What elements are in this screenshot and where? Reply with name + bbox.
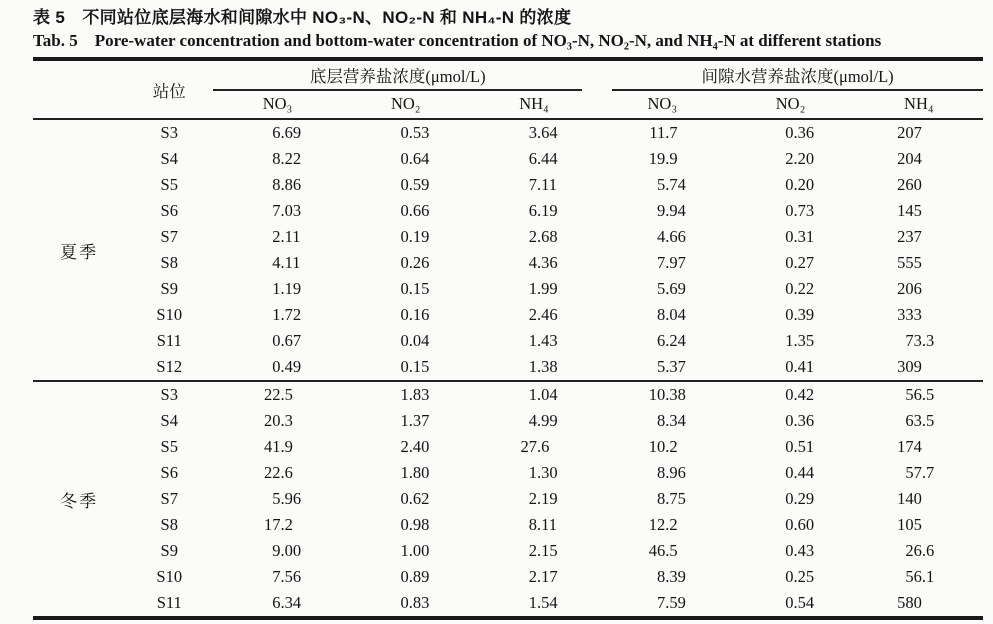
value-cell: 2.68 xyxy=(528,227,558,246)
table-row xyxy=(33,381,983,408)
value-cell: 6.69 xyxy=(272,123,302,142)
value-cell: 63.5 xyxy=(905,411,935,430)
value-cell: 2.20 xyxy=(785,149,815,168)
station-cell: S8 xyxy=(160,253,178,272)
nutrient-concentration-table xyxy=(33,57,983,620)
table-row xyxy=(33,302,983,328)
value-cell: 0.19 xyxy=(400,227,430,246)
value-cell: 174 xyxy=(897,437,922,456)
value-cell: 8.22 xyxy=(272,149,302,168)
station-cell: S11 xyxy=(156,331,182,350)
value-cell: 2.15 xyxy=(528,541,558,560)
value-cell: 0.15 xyxy=(400,357,430,376)
value-cell: 7.03 xyxy=(272,201,302,220)
value-cell: 0.41 xyxy=(785,357,815,376)
value-cell: 0.73 xyxy=(785,201,815,220)
value-cell: 4.11 xyxy=(272,253,301,272)
station-cell: S7 xyxy=(160,227,178,246)
value-cell: 6.34 xyxy=(272,593,302,612)
group-header-row xyxy=(33,59,983,90)
pore-water-group-label: 间隙水营养盐浓度(μmol/L) xyxy=(612,60,983,91)
value-cell: 206 xyxy=(897,279,922,298)
station-cell: S10 xyxy=(156,567,183,586)
value-cell: 580 xyxy=(897,593,922,612)
value-cell: 56.5 xyxy=(855,381,983,408)
season-label: 冬季 xyxy=(33,381,125,618)
table-header xyxy=(33,59,983,119)
value-cell: 0.66 xyxy=(400,201,430,220)
value-cell: 0.83 xyxy=(400,593,430,612)
value-cell: 0.49 xyxy=(272,357,302,376)
station-column-header: 站位 xyxy=(125,59,213,119)
station-cell: S3 xyxy=(125,381,213,408)
value-cell: 7.97 xyxy=(657,253,686,272)
value-cell: 1.04 xyxy=(470,381,598,408)
table-row xyxy=(33,460,983,486)
value-cell: 1.80 xyxy=(400,463,430,482)
value-cell: 6.24 xyxy=(657,331,686,350)
value-cell: 41.9 xyxy=(263,437,293,456)
pore-water-group-header xyxy=(598,59,983,90)
table-row xyxy=(33,538,983,564)
table-row xyxy=(33,172,983,198)
value-cell: 0.36 xyxy=(785,411,815,430)
value-cell: 7.56 xyxy=(272,567,302,586)
station-cell: S4 xyxy=(160,411,178,430)
value-cell: 207 xyxy=(897,123,922,142)
station-cell: S11 xyxy=(156,593,182,612)
station-cell: S9 xyxy=(160,279,178,298)
table-row xyxy=(33,590,983,618)
table-row xyxy=(33,512,983,538)
value-cell: 0.89 xyxy=(400,567,430,586)
value-cell: 1.00 xyxy=(400,541,430,560)
value-cell: 26.6 xyxy=(905,541,935,560)
value-cell: 0.54 xyxy=(785,593,815,612)
table-row xyxy=(33,564,983,590)
value-cell: 8.96 xyxy=(657,463,686,482)
value-cell: 237 xyxy=(897,227,922,246)
value-cell: 309 xyxy=(897,357,922,376)
value-cell: 0.98 xyxy=(400,515,430,534)
value-cell: 333 xyxy=(897,305,922,324)
value-cell: 1.43 xyxy=(528,331,558,350)
table-row xyxy=(33,328,983,354)
value-cell: 0.16 xyxy=(400,305,430,324)
value-cell: 0.42 xyxy=(726,381,854,408)
value-cell: 0.22 xyxy=(785,279,815,298)
value-cell: 145 xyxy=(897,201,922,220)
value-cell: 0.60 xyxy=(785,515,815,534)
col-header-bottom-no3: NO₃ xyxy=(213,90,341,119)
value-cell: 1.37 xyxy=(400,411,430,430)
station-cell: S3 xyxy=(160,123,178,142)
station-cell: S7 xyxy=(160,489,178,508)
table-title-zh: 表 5 不同站位底层海水和间隙水中 NO₃-N、NO₂-N 和 NH₄-N 的浓度 xyxy=(33,8,572,27)
table-row xyxy=(33,354,983,381)
table-row xyxy=(33,119,983,146)
station-cell: S6 xyxy=(160,201,178,220)
value-cell: 12.2 xyxy=(648,515,678,534)
value-cell: 0.15 xyxy=(400,279,430,298)
value-cell: 1.72 xyxy=(272,305,302,324)
col-header-bottom-nh4: NH₄ xyxy=(470,90,598,119)
value-cell: 7.59 xyxy=(657,593,686,612)
value-cell: 1.99 xyxy=(528,279,558,298)
value-cell: 17.2 xyxy=(263,515,293,534)
table-row xyxy=(33,434,983,460)
value-cell: 1.54 xyxy=(528,593,558,612)
value-cell: 7.11 xyxy=(528,175,558,194)
value-cell: 2.11 xyxy=(272,227,301,246)
value-cell: 0.39 xyxy=(785,305,815,324)
value-cell: 0.51 xyxy=(785,437,815,456)
bottom-water-group-label: 底层营养盐浓度(μmol/L) xyxy=(213,60,582,91)
value-cell: 0.25 xyxy=(785,567,815,586)
value-cell: 2.40 xyxy=(400,437,430,456)
station-cell: S6 xyxy=(160,463,178,482)
station-cell: S4 xyxy=(160,149,178,168)
value-cell: 0.36 xyxy=(785,123,815,142)
value-cell: 8.39 xyxy=(657,567,686,586)
station-cell: S5 xyxy=(160,437,178,456)
table-row xyxy=(33,408,983,434)
season-section xyxy=(33,119,983,381)
value-cell: 0.62 xyxy=(400,489,430,508)
value-cell: 4.99 xyxy=(528,411,558,430)
season-column-header xyxy=(33,59,125,119)
table-row xyxy=(33,250,983,276)
value-cell: 555 xyxy=(897,253,922,272)
value-cell: 1.38 xyxy=(528,357,558,376)
value-cell: 140 xyxy=(897,489,922,508)
value-cell: 8.04 xyxy=(657,305,686,324)
value-cell: 56.1 xyxy=(905,567,935,586)
value-cell: 5.69 xyxy=(657,279,686,298)
value-cell: 5.96 xyxy=(272,489,302,508)
value-cell: 0.64 xyxy=(400,149,430,168)
value-cell: 2.19 xyxy=(528,489,558,508)
value-cell: 0.59 xyxy=(400,175,430,194)
value-cell: 4.36 xyxy=(528,253,558,272)
value-cell: 1.83 xyxy=(342,381,470,408)
value-cell: 10.38 xyxy=(598,381,726,408)
value-cell: 0.53 xyxy=(400,123,430,142)
table-row xyxy=(33,224,983,250)
value-cell: 0.20 xyxy=(785,175,815,194)
value-cell: 0.04 xyxy=(400,331,430,350)
value-cell: 8.75 xyxy=(657,489,686,508)
value-cell: 9.00 xyxy=(272,541,302,560)
col-header-pore-nh4: NH₄ xyxy=(855,90,983,119)
value-cell: 20.3 xyxy=(263,411,293,430)
value-cell: 6.19 xyxy=(528,201,558,220)
value-cell: 0.67 xyxy=(272,331,302,350)
value-cell: 27.6 xyxy=(520,437,550,456)
table-row xyxy=(33,198,983,224)
value-cell: 105 xyxy=(897,515,922,534)
value-cell: 22.5 xyxy=(213,381,341,408)
season-section xyxy=(33,381,983,618)
value-cell: 1.30 xyxy=(528,463,558,482)
bottom-water-group-header xyxy=(213,59,598,90)
station-cell: S5 xyxy=(160,175,178,194)
value-cell: 73.3 xyxy=(905,331,935,350)
value-cell: 8.86 xyxy=(272,175,302,194)
value-cell: 0.29 xyxy=(785,489,815,508)
value-cell: 204 xyxy=(897,149,922,168)
col-header-pore-no2: NO₂ xyxy=(726,90,854,119)
station-cell: S9 xyxy=(160,541,178,560)
value-cell: 22.6 xyxy=(263,463,293,482)
value-cell: 2.46 xyxy=(528,305,558,324)
col-header-pore-no3: NO₃ xyxy=(598,90,726,119)
table-row xyxy=(33,276,983,302)
value-cell: 0.27 xyxy=(785,253,815,272)
value-cell: 5.37 xyxy=(657,357,686,376)
station-cell: S8 xyxy=(160,515,178,534)
table-row xyxy=(33,486,983,512)
value-cell: 11.7 xyxy=(649,123,678,142)
value-cell: 0.44 xyxy=(785,463,815,482)
value-cell: 10.2 xyxy=(648,437,678,456)
season-label: 夏季 xyxy=(60,242,99,262)
value-cell: 9.94 xyxy=(657,201,686,220)
value-cell: 1.19 xyxy=(272,279,302,298)
value-cell: 0.31 xyxy=(785,227,815,246)
table-row xyxy=(33,146,983,172)
value-cell: 2.17 xyxy=(528,567,558,586)
value-cell: 1.35 xyxy=(785,331,815,350)
value-cell: 8.11 xyxy=(528,515,558,534)
value-cell: 4.66 xyxy=(657,227,686,246)
station-cell: S12 xyxy=(156,357,183,376)
value-cell: 260 xyxy=(897,175,922,194)
table-title-en: Tab. 5 Pore-water concentration and bottom-water concentration of NO₃-N, NO₂-N, and NH₄-N at different stations xyxy=(33,31,882,50)
station-cell: S10 xyxy=(156,305,183,324)
value-cell: 5.74 xyxy=(657,175,686,194)
value-cell: 0.26 xyxy=(400,253,430,272)
value-cell: 0.43 xyxy=(785,541,815,560)
value-cell: 19.9 xyxy=(648,149,678,168)
value-cell: 57.7 xyxy=(905,463,935,482)
col-header-bottom-no2: NO₂ xyxy=(342,90,470,119)
value-cell: 6.44 xyxy=(528,149,558,168)
value-cell: 8.34 xyxy=(657,411,686,430)
value-cell: 46.5 xyxy=(648,541,678,560)
value-cell: 3.64 xyxy=(528,123,558,142)
